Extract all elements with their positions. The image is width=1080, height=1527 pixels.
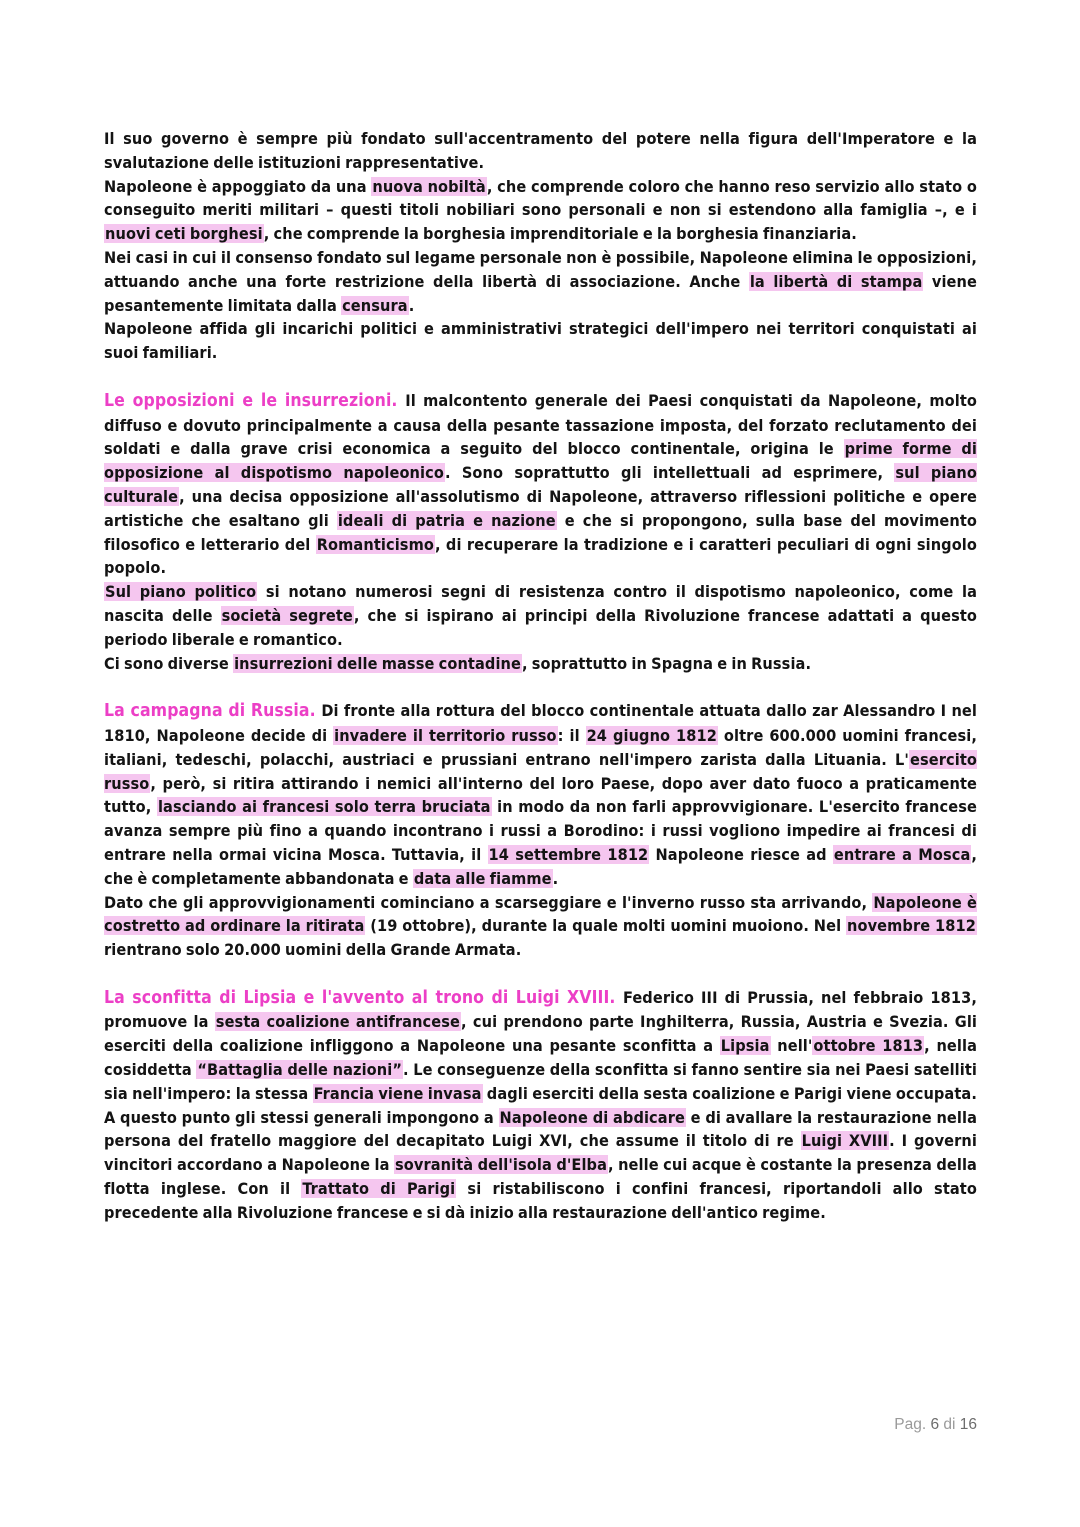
highlighted-text: Napoleone è costretto ad ordinare la ritirata [104,892,977,936]
text-run: , cui prendono parte Inghilterra, Russia, Austria e Svezia. Gli eserciti della coalizione infliggono a Napoleone una pesante sconfitta a [104,1012,977,1056]
highlighted-text: Francia viene invasa [313,1083,482,1103]
text-run: . I governi vincitori accordano a Napoleone la [104,1131,977,1175]
highlighted-text: Napoleone di abdicare [499,1107,685,1127]
paragraph [104,317,977,365]
text-run: , che comprende la borghesia imprenditoriale e la borghesia finanziaria. [263,224,857,244]
highlighted-text: 24 giugno 1812 [586,725,717,745]
text-run: Il malcontento generale dei Paesi conquistati da Napoleone, molto diffuso e dovuto principalmente a causa della pesante tassazione imposta, del forzato reclutamento dei soldati e dalla grave crisi economica a seguito del blocco continentale, origina le [104,390,977,459]
text-run: Napoleone affida gli incarichi politici e amministrativi strategici dell'impero nei territori conquistati ai suoi familiari. [104,319,977,363]
section-opposizioni [104,389,977,676]
text-run: Federico III di Prussia, nel febbraio 1813, promuove la [104,987,977,1032]
spacer [104,675,977,699]
paragraph [104,389,977,580]
text-run: : il [557,725,586,745]
highlighted-text: data alle fiamme [413,868,552,888]
text-run: nell' [770,1036,813,1056]
section-sconfitta-lipsia [104,986,977,1225]
paragraph [104,699,977,890]
highlighted-text: censura [342,295,408,315]
text-run: , nella cosiddetta [104,1036,977,1080]
text-run: Nei casi in cui il consenso fondato sul legame personale non è possibile, Napoleone elimina le opposizioni, attuando anche una forte restrizione della libertà di associazione. Anche [104,247,977,291]
paragraph [104,175,977,246]
text-run: viene pesantemente limitata dalla [104,271,977,315]
text-run: si ristabiliscono i confini francesi, riportandoli allo stato precedente alla Rivoluzione francese e si dà inizio alla restaurazione dell'antico regime. [104,1179,977,1222]
text-run: , che comprende coloro che hanno reso servizio allo stato o conseguito meriti militari – questi titoli nobiliari sono personali e non si estendono alla famiglia –, e i [104,176,977,220]
highlighted-text: novembre 1812 [847,916,976,936]
text-run: e di avallare la restaurazione nella persona del fratello maggiore del decapitato Luigi XVI, che assume il titolo di re [104,1107,978,1151]
highlighted-text: invadere il territorio russo [334,725,557,745]
highlighted-text: la libertà di stampa [749,271,923,291]
paragraph [104,580,977,651]
text-run: . Sono soprattutto gli intellettuali ad esprimere, [444,463,895,483]
paragraph [104,127,977,175]
highlighted-text: Romanticismo [316,534,434,554]
page-current: 6 [930,1416,940,1433]
text-run: , una decisa opposizione all'assolutismo di Napoleone, attraverso riflessioni politiche e opere artistiche che esaltano gli [104,486,977,530]
highlighted-text: insurrezioni delle masse contadine [234,653,521,673]
text-run: . [408,295,415,315]
paragraph [104,246,977,317]
text-run: Il suo governo è sempre più fondato sull'accentramento del potere nella figura dell'Imperatore e la svalutazione delle istituzioni rappresentative. [104,129,977,172]
text-run: Dato che gli approvvigionamenti cominciano a scarseggiare e l'inverno russo sta arrivando, [104,892,873,912]
section-campagna-russia [104,699,977,962]
text-run: rientrano solo 20.000 uomini della Grande Armata. [104,940,522,960]
text-run: Ci sono diverse [104,653,234,673]
text-run: e che si propongono, sulla base del movimento filosofico e letterario del [104,510,978,554]
text-run: , che si ispirano ai principi della Rivoluzione francese adattati a questo periodo liberale e romantico. [104,605,978,649]
highlighted-text: ideali di patria e nazione [337,510,556,530]
highlighted-text: Luigi XVIII [801,1131,889,1151]
highlighted-text: esercito russo [104,749,977,793]
text-run: dagli eserciti della sesta coalizione e Parigi viene occupata. A questo punto gli stessi generali impongono a [104,1083,977,1127]
intro-block [104,127,977,365]
section-heading: La sconfitta di Lipsia e l'avvento al trono di Luigi XVIII. [104,987,623,1008]
text-run: , che è completamente abbandonata e [104,844,978,888]
highlighted-text: sul piano culturale [104,463,977,506]
page-number [894,1416,977,1434]
highlighted-text: sesta coalizione antifrancese [215,1012,461,1032]
text-run: . [552,868,559,888]
text-run: , però, si ritira attirando i nemici all'interno del loro Paese, dopo aver dato fuoco a praticamente tutto, [104,773,977,817]
highlighted-text: Trattato di Parigi [302,1179,456,1199]
paragraph [104,652,977,676]
text-run: Napoleone riesce ad [649,844,833,864]
spacer [104,365,977,389]
section-heading: Le opposizioni e le insurrezioni. [104,390,406,411]
paragraph [104,986,977,1225]
highlighted-text: lasciando ai francesi solo terra bruciata [157,797,491,817]
text-run: Di fronte alla rottura del blocco continentale attuata dallo zar Alessandro I nel 1810, Napoleone decide di [104,701,977,745]
highlighted-text: Lipsia [720,1036,770,1056]
highlighted-text: sovranità dell'isola d'Elba [394,1155,607,1175]
highlighted-text: nuovi ceti borghesi [105,224,263,244]
paragraph [104,891,977,962]
text-run: , nelle cui acque è costante la presenza della flotta inglese. Con il [104,1155,977,1199]
text-run: (19 ottobre), durante la quale molti uomini muoiono. Nel [365,916,846,936]
text-run: , soprattutto in Spagna e in Russia. [521,653,812,673]
section-heading: La campagna di Russia. [104,701,322,722]
highlighted-text: ottobre 1813 [813,1036,924,1056]
page-prefix: Pag. [894,1416,931,1433]
highlighted-text: prime forme di opposizione al dispotismo napoleonico [104,439,977,483]
text-run: Napoleone è appoggiato da una [104,176,372,196]
text-run: , di recuperare la tradizione e i caratteri peculiari di ogni singolo popolo. [104,534,977,578]
text-run: in modo da non farli approvvigionare. L'esercito francese avanza sempre più fino a quando incontrano i russi a Borodino: i russi vogliono impedire ai francesi di entrare nella ormai vicina Mosca. Tuttavia, il [104,797,977,864]
page-total: 16 [959,1416,977,1433]
highlighted-text: 14 settembre 1812 [488,844,649,864]
page-middle: di [939,1416,960,1433]
highlighted-text: Sul piano politico [105,582,257,602]
text-run: . Le conseguenze della sconfitta si fanno sentire sia nei Paesi satelliti sia nell'impero: la stessa [104,1060,977,1103]
highlighted-text: nuova nobiltà [372,176,486,196]
document-body [104,127,977,1225]
highlighted-text: “Battaglia delle nazioni” [197,1060,402,1080]
highlighted-text: società segrete [221,605,353,625]
highlighted-text: entrare a Mosca [833,844,971,864]
text-run: si notano numerosi segni di resistenza contro il dispotismo napoleonico, come la nascita delle [104,582,977,625]
spacer [104,962,977,986]
text-run: oltre 600.000 uomini francesi, italiani, tedeschi, polacchi, austriaci e prussiani entrano nell'impero zarista dalla Lituania. L' [104,725,977,769]
